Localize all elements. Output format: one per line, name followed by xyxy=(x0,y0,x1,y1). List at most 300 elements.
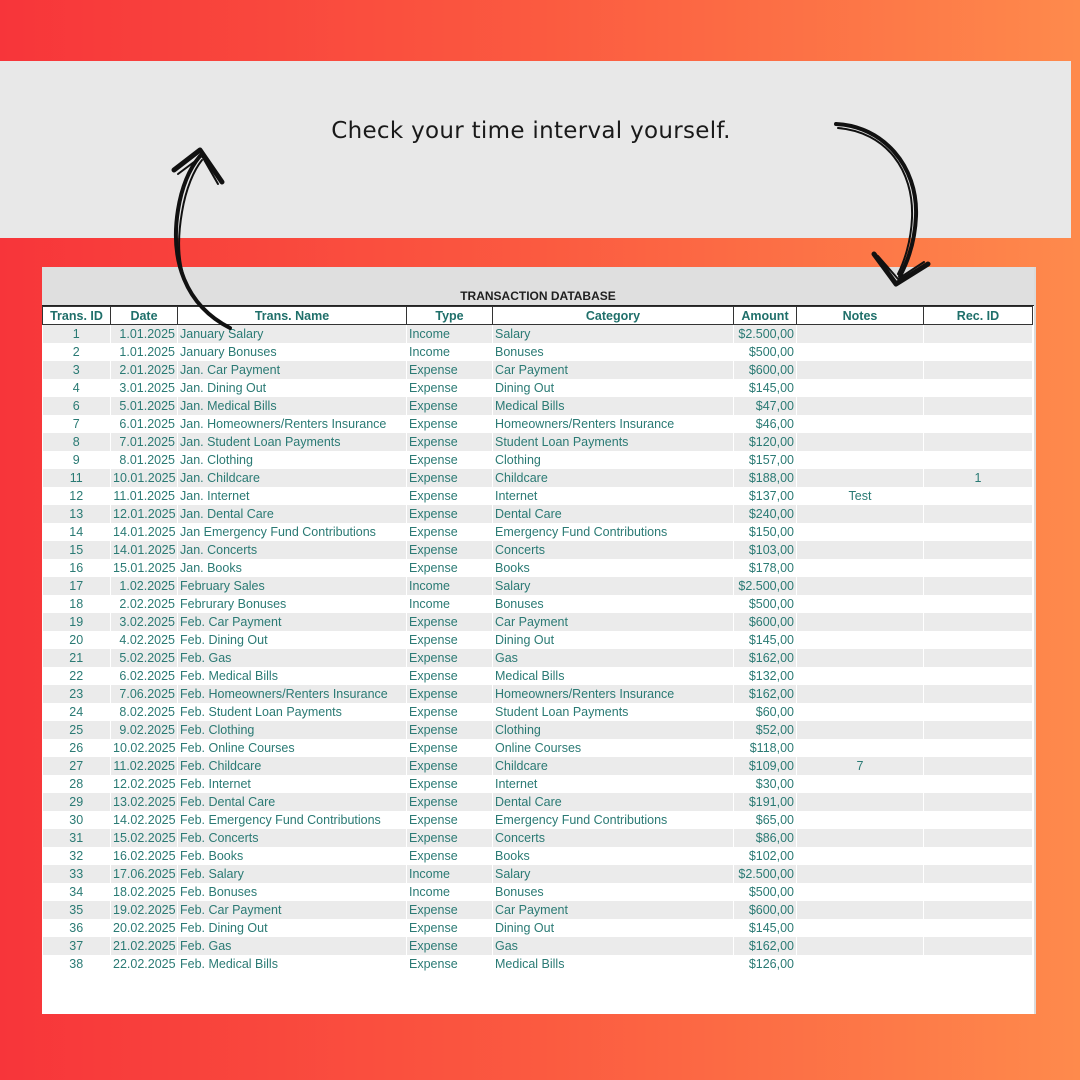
cell-trans-name[interactable]: Jan. Dental Care xyxy=(178,505,407,523)
cell-type[interactable]: Expense xyxy=(407,829,493,847)
table-row[interactable] xyxy=(43,793,1033,811)
table-row[interactable] xyxy=(43,397,1033,415)
cell-category[interactable]: Medical Bills xyxy=(493,667,734,685)
cell-category[interactable]: Salary xyxy=(493,577,734,595)
cell-trans-name[interactable]: Feb. Medical Bills xyxy=(178,955,407,973)
cell-trans-name[interactable]: January Bonuses xyxy=(178,343,407,361)
cell-notes[interactable] xyxy=(797,577,924,595)
cell-trans-id[interactable]: 11 xyxy=(43,469,111,487)
cell-trans-name[interactable]: Jan. Concerts xyxy=(178,541,407,559)
cell-type[interactable]: Expense xyxy=(407,811,493,829)
cell-trans-name[interactable]: Jan. Books xyxy=(178,559,407,577)
cell-type[interactable]: Expense xyxy=(407,505,493,523)
cell-type[interactable]: Expense xyxy=(407,469,493,487)
cell-type[interactable]: Income xyxy=(407,343,493,361)
cell-rec-id[interactable] xyxy=(924,919,1033,937)
cell-type[interactable]: Expense xyxy=(407,649,493,667)
table-row[interactable] xyxy=(43,757,1033,775)
table-row[interactable] xyxy=(43,559,1033,577)
table-row[interactable] xyxy=(43,343,1033,361)
cell-trans-name[interactable]: Feb. Salary xyxy=(178,865,407,883)
table-row[interactable] xyxy=(43,937,1033,955)
cell-type[interactable]: Expense xyxy=(407,685,493,703)
cell-amount[interactable]: $500,00 xyxy=(734,343,797,361)
cell-notes[interactable] xyxy=(797,469,924,487)
cell-amount[interactable]: $46,00 xyxy=(734,415,797,433)
cell-trans-id[interactable]: 18 xyxy=(43,595,111,613)
cell-trans-name[interactable]: Jan Emergency Fund Contributions xyxy=(178,523,407,541)
cell-trans-name[interactable]: Feb. Homeowners/Renters Insurance xyxy=(178,685,407,703)
cell-date[interactable]: 1.02.2025 xyxy=(111,577,178,595)
cell-notes[interactable] xyxy=(797,829,924,847)
table-row[interactable] xyxy=(43,901,1033,919)
cell-trans-name[interactable]: Feb. Books xyxy=(178,847,407,865)
cell-category[interactable]: Clothing xyxy=(493,721,734,739)
column-header-category[interactable]: Category xyxy=(493,307,734,325)
cell-amount[interactable]: $240,00 xyxy=(734,505,797,523)
cell-trans-id[interactable]: 4 xyxy=(43,379,111,397)
cell-category[interactable]: Books xyxy=(493,847,734,865)
cell-date[interactable]: 17.06.2025 xyxy=(111,865,178,883)
cell-rec-id[interactable] xyxy=(924,703,1033,721)
cell-trans-name[interactable]: Jan. Childcare xyxy=(178,469,407,487)
cell-amount[interactable]: $60,00 xyxy=(734,703,797,721)
cell-category[interactable]: Medical Bills xyxy=(493,955,734,973)
cell-rec-id[interactable] xyxy=(924,955,1033,973)
cell-category[interactable]: Internet xyxy=(493,775,734,793)
cell-rec-id[interactable] xyxy=(924,613,1033,631)
cell-amount[interactable]: $103,00 xyxy=(734,541,797,559)
cell-notes[interactable] xyxy=(797,883,924,901)
cell-trans-id[interactable]: 29 xyxy=(43,793,111,811)
cell-date[interactable]: 7.06.2025 xyxy=(111,685,178,703)
cell-amount[interactable]: $600,00 xyxy=(734,901,797,919)
cell-category[interactable]: Childcare xyxy=(493,469,734,487)
column-header-trans-name[interactable]: Trans. Name xyxy=(178,307,407,325)
cell-trans-id[interactable]: 37 xyxy=(43,937,111,955)
cell-rec-id[interactable] xyxy=(924,595,1033,613)
cell-rec-id[interactable] xyxy=(924,523,1033,541)
cell-trans-name[interactable]: Feb. Online Courses xyxy=(178,739,407,757)
cell-type[interactable]: Expense xyxy=(407,847,493,865)
cell-amount[interactable]: $157,00 xyxy=(734,451,797,469)
cell-type[interactable]: Expense xyxy=(407,667,493,685)
cell-category[interactable]: Concerts xyxy=(493,829,734,847)
cell-notes[interactable] xyxy=(797,397,924,415)
cell-rec-id[interactable] xyxy=(924,811,1033,829)
cell-category[interactable]: Car Payment xyxy=(493,901,734,919)
table-row[interactable] xyxy=(43,649,1033,667)
cell-rec-id[interactable] xyxy=(924,775,1033,793)
cell-trans-name[interactable]: Jan. Internet xyxy=(178,487,407,505)
cell-notes[interactable] xyxy=(797,667,924,685)
cell-category[interactable]: Homeowners/Renters Insurance xyxy=(493,415,734,433)
cell-trans-name[interactable]: Feb. Gas xyxy=(178,937,407,955)
cell-category[interactable]: Student Loan Payments xyxy=(493,703,734,721)
cell-category[interactable]: Salary xyxy=(493,325,734,344)
cell-type[interactable]: Expense xyxy=(407,631,493,649)
table-row[interactable] xyxy=(43,703,1033,721)
table-row[interactable] xyxy=(43,739,1033,757)
cell-amount[interactable]: $145,00 xyxy=(734,379,797,397)
cell-trans-name[interactable]: Jan. Student Loan Payments xyxy=(178,433,407,451)
cell-amount[interactable]: $145,00 xyxy=(734,631,797,649)
cell-trans-name[interactable]: Februrary Bonuses xyxy=(178,595,407,613)
cell-rec-id[interactable] xyxy=(924,847,1033,865)
cell-trans-id[interactable]: 22 xyxy=(43,667,111,685)
cell-amount[interactable]: $2.500,00 xyxy=(734,577,797,595)
cell-trans-id[interactable]: 38 xyxy=(43,955,111,973)
cell-rec-id[interactable] xyxy=(924,433,1033,451)
cell-rec-id[interactable] xyxy=(924,361,1033,379)
cell-date[interactable]: 6.02.2025 xyxy=(111,667,178,685)
cell-notes[interactable] xyxy=(797,541,924,559)
cell-rec-id[interactable] xyxy=(924,631,1033,649)
cell-trans-id[interactable]: 20 xyxy=(43,631,111,649)
cell-rec-id[interactable] xyxy=(924,541,1033,559)
cell-rec-id[interactable] xyxy=(924,685,1033,703)
cell-notes[interactable] xyxy=(797,937,924,955)
cell-rec-id[interactable] xyxy=(924,757,1033,775)
cell-category[interactable]: Dining Out xyxy=(493,631,734,649)
table-row[interactable] xyxy=(43,847,1033,865)
table-row[interactable] xyxy=(43,721,1033,739)
cell-date[interactable]: 8.02.2025 xyxy=(111,703,178,721)
cell-trans-name[interactable]: Jan. Medical Bills xyxy=(178,397,407,415)
cell-date[interactable]: 2.02.2025 xyxy=(111,595,178,613)
cell-notes[interactable]: 7 xyxy=(797,757,924,775)
cell-category[interactable]: Bonuses xyxy=(493,595,734,613)
cell-amount[interactable]: $162,00 xyxy=(734,649,797,667)
cell-type[interactable]: Expense xyxy=(407,955,493,973)
cell-amount[interactable]: $109,00 xyxy=(734,757,797,775)
cell-notes[interactable] xyxy=(797,505,924,523)
cell-amount[interactable]: $162,00 xyxy=(734,937,797,955)
cell-trans-name[interactable]: Feb. Internet xyxy=(178,775,407,793)
cell-category[interactable]: Bonuses xyxy=(493,343,734,361)
cell-type[interactable]: Expense xyxy=(407,703,493,721)
cell-category[interactable]: Internet xyxy=(493,487,734,505)
cell-amount[interactable]: $132,00 xyxy=(734,667,797,685)
cell-type[interactable]: Income xyxy=(407,577,493,595)
cell-date[interactable]: 14.01.2025 xyxy=(111,523,178,541)
table-row[interactable] xyxy=(43,451,1033,469)
cell-date[interactable]: 10.01.2025 xyxy=(111,469,178,487)
cell-category[interactable]: Emergency Fund Contributions xyxy=(493,523,734,541)
cell-category[interactable]: Gas xyxy=(493,649,734,667)
table-row[interactable] xyxy=(43,505,1033,523)
cell-notes[interactable] xyxy=(797,325,924,344)
table-row[interactable] xyxy=(43,523,1033,541)
cell-notes[interactable] xyxy=(797,631,924,649)
table-row[interactable] xyxy=(43,775,1033,793)
cell-type[interactable]: Expense xyxy=(407,919,493,937)
cell-date[interactable]: 9.02.2025 xyxy=(111,721,178,739)
cell-notes[interactable]: Test xyxy=(797,487,924,505)
cell-date[interactable]: 15.01.2025 xyxy=(111,559,178,577)
cell-amount[interactable]: $178,00 xyxy=(734,559,797,577)
cell-trans-id[interactable]: 34 xyxy=(43,883,111,901)
cell-notes[interactable] xyxy=(797,595,924,613)
cell-trans-name[interactable]: Feb. Car Payment xyxy=(178,901,407,919)
table-row[interactable] xyxy=(43,361,1033,379)
cell-category[interactable]: Clothing xyxy=(493,451,734,469)
cell-trans-name[interactable]: Feb. Gas xyxy=(178,649,407,667)
cell-date[interactable]: 1.01.2025 xyxy=(111,325,178,344)
cell-notes[interactable] xyxy=(797,433,924,451)
cell-trans-id[interactable]: 24 xyxy=(43,703,111,721)
cell-category[interactable]: Dental Care xyxy=(493,793,734,811)
cell-notes[interactable] xyxy=(797,865,924,883)
cell-rec-id[interactable] xyxy=(924,559,1033,577)
cell-rec-id[interactable] xyxy=(924,379,1033,397)
cell-category[interactable]: Medical Bills xyxy=(493,397,734,415)
cell-date[interactable]: 13.02.2025 xyxy=(111,793,178,811)
cell-notes[interactable] xyxy=(797,919,924,937)
cell-trans-id[interactable]: 15 xyxy=(43,541,111,559)
cell-amount[interactable]: $65,00 xyxy=(734,811,797,829)
cell-trans-id[interactable]: 14 xyxy=(43,523,111,541)
cell-trans-id[interactable]: 7 xyxy=(43,415,111,433)
cell-trans-name[interactable]: Feb. Dining Out xyxy=(178,919,407,937)
table-row[interactable] xyxy=(43,415,1033,433)
cell-notes[interactable] xyxy=(797,415,924,433)
cell-rec-id[interactable] xyxy=(924,937,1033,955)
cell-trans-id[interactable]: 8 xyxy=(43,433,111,451)
cell-amount[interactable]: $2.500,00 xyxy=(734,865,797,883)
cell-category[interactable]: Student Loan Payments xyxy=(493,433,734,451)
cell-date[interactable]: 3.01.2025 xyxy=(111,379,178,397)
cell-trans-id[interactable]: 31 xyxy=(43,829,111,847)
cell-date[interactable]: 1.01.2025 xyxy=(111,343,178,361)
cell-rec-id[interactable]: 1 xyxy=(924,469,1033,487)
cell-notes[interactable] xyxy=(797,361,924,379)
cell-date[interactable]: 10.02.2025 xyxy=(111,739,178,757)
cell-date[interactable]: 11.02.2025 xyxy=(111,757,178,775)
cell-type[interactable]: Expense xyxy=(407,487,493,505)
cell-date[interactable]: 2.01.2025 xyxy=(111,361,178,379)
cell-amount[interactable]: $500,00 xyxy=(734,595,797,613)
cell-category[interactable]: Emergency Fund Contributions xyxy=(493,811,734,829)
cell-rec-id[interactable] xyxy=(924,397,1033,415)
cell-type[interactable]: Expense xyxy=(407,361,493,379)
cell-rec-id[interactable] xyxy=(924,721,1033,739)
cell-category[interactable]: Dental Care xyxy=(493,505,734,523)
cell-type[interactable]: Income xyxy=(407,883,493,901)
cell-rec-id[interactable] xyxy=(924,415,1033,433)
cell-amount[interactable]: $191,00 xyxy=(734,793,797,811)
cell-trans-id[interactable]: 16 xyxy=(43,559,111,577)
cell-trans-name[interactable]: Feb. Student Loan Payments xyxy=(178,703,407,721)
cell-date[interactable]: 8.01.2025 xyxy=(111,451,178,469)
cell-type[interactable]: Expense xyxy=(407,739,493,757)
cell-date[interactable]: 18.02.2025 xyxy=(111,883,178,901)
cell-trans-name[interactable]: February Sales xyxy=(178,577,407,595)
cell-notes[interactable] xyxy=(797,955,924,973)
cell-trans-name[interactable]: Feb. Dining Out xyxy=(178,631,407,649)
cell-date[interactable]: 4.02.2025 xyxy=(111,631,178,649)
cell-amount[interactable]: $2.500,00 xyxy=(734,325,797,344)
column-header-rec-id[interactable]: Rec. ID xyxy=(924,307,1033,325)
cell-amount[interactable]: $102,00 xyxy=(734,847,797,865)
cell-notes[interactable] xyxy=(797,811,924,829)
cell-category[interactable]: Dining Out xyxy=(493,379,734,397)
table-row[interactable] xyxy=(43,865,1033,883)
cell-trans-id[interactable]: 9 xyxy=(43,451,111,469)
cell-notes[interactable] xyxy=(797,793,924,811)
table-row[interactable] xyxy=(43,829,1033,847)
cell-type[interactable]: Income xyxy=(407,325,493,344)
cell-type[interactable]: Income xyxy=(407,865,493,883)
cell-category[interactable]: Car Payment xyxy=(493,613,734,631)
table-row[interactable] xyxy=(43,541,1033,559)
cell-amount[interactable]: $86,00 xyxy=(734,829,797,847)
cell-trans-name[interactable]: Feb. Emergency Fund Contributions xyxy=(178,811,407,829)
cell-type[interactable]: Expense xyxy=(407,721,493,739)
cell-amount[interactable]: $30,00 xyxy=(734,775,797,793)
cell-amount[interactable]: $600,00 xyxy=(734,361,797,379)
cell-rec-id[interactable] xyxy=(924,883,1033,901)
cell-type[interactable]: Expense xyxy=(407,937,493,955)
cell-trans-id[interactable]: 25 xyxy=(43,721,111,739)
cell-date[interactable]: 20.02.2025 xyxy=(111,919,178,937)
cell-notes[interactable] xyxy=(797,523,924,541)
cell-rec-id[interactable] xyxy=(924,649,1033,667)
cell-amount[interactable]: $126,00 xyxy=(734,955,797,973)
table-row[interactable] xyxy=(43,667,1033,685)
cell-notes[interactable] xyxy=(797,559,924,577)
cell-trans-id[interactable]: 2 xyxy=(43,343,111,361)
cell-trans-name[interactable]: Feb. Car Payment xyxy=(178,613,407,631)
column-header-trans-id[interactable]: Trans. ID xyxy=(43,307,111,325)
table-row[interactable] xyxy=(43,577,1033,595)
table-row[interactable] xyxy=(43,613,1033,631)
cell-date[interactable]: 12.01.2025 xyxy=(111,505,178,523)
cell-amount[interactable]: $137,00 xyxy=(734,487,797,505)
cell-category[interactable]: Online Courses xyxy=(493,739,734,757)
column-header-date[interactable]: Date xyxy=(111,307,178,325)
cell-amount[interactable]: $118,00 xyxy=(734,739,797,757)
table-row[interactable] xyxy=(43,595,1033,613)
cell-rec-id[interactable] xyxy=(924,667,1033,685)
cell-trans-name[interactable]: Feb. Bonuses xyxy=(178,883,407,901)
cell-trans-id[interactable]: 27 xyxy=(43,757,111,775)
cell-type[interactable]: Expense xyxy=(407,757,493,775)
cell-notes[interactable] xyxy=(797,343,924,361)
cell-trans-name[interactable]: January Salary xyxy=(178,325,407,344)
cell-rec-id[interactable] xyxy=(924,325,1033,344)
cell-date[interactable]: 12.02.2025 xyxy=(111,775,178,793)
cell-rec-id[interactable] xyxy=(924,577,1033,595)
cell-trans-name[interactable]: Feb. Medical Bills xyxy=(178,667,407,685)
cell-trans-id[interactable]: 28 xyxy=(43,775,111,793)
cell-trans-id[interactable]: 36 xyxy=(43,919,111,937)
table-row[interactable] xyxy=(43,919,1033,937)
table-row[interactable] xyxy=(43,883,1033,901)
cell-amount[interactable]: $188,00 xyxy=(734,469,797,487)
cell-trans-id[interactable]: 33 xyxy=(43,865,111,883)
cell-type[interactable]: Expense xyxy=(407,433,493,451)
cell-amount[interactable]: $52,00 xyxy=(734,721,797,739)
cell-date[interactable]: 5.02.2025 xyxy=(111,649,178,667)
cell-trans-name[interactable]: Feb. Dental Care xyxy=(178,793,407,811)
cell-trans-name[interactable]: Feb. Childcare xyxy=(178,757,407,775)
cell-category[interactable]: Dining Out xyxy=(493,919,734,937)
column-header-amount[interactable]: Amount xyxy=(734,307,797,325)
table-row[interactable] xyxy=(43,433,1033,451)
cell-type[interactable]: Expense xyxy=(407,451,493,469)
cell-notes[interactable] xyxy=(797,613,924,631)
cell-type[interactable]: Expense xyxy=(407,397,493,415)
cell-rec-id[interactable] xyxy=(924,451,1033,469)
cell-amount[interactable]: $150,00 xyxy=(734,523,797,541)
cell-type[interactable]: Expense xyxy=(407,415,493,433)
cell-trans-id[interactable]: 19 xyxy=(43,613,111,631)
cell-date[interactable]: 3.02.2025 xyxy=(111,613,178,631)
cell-trans-id[interactable]: 23 xyxy=(43,685,111,703)
cell-type[interactable]: Expense xyxy=(407,775,493,793)
table-row[interactable] xyxy=(43,379,1033,397)
cell-notes[interactable] xyxy=(797,739,924,757)
cell-rec-id[interactable] xyxy=(924,739,1033,757)
table-row[interactable] xyxy=(43,811,1033,829)
cell-category[interactable]: Books xyxy=(493,559,734,577)
cell-category[interactable]: Bonuses xyxy=(493,883,734,901)
cell-trans-id[interactable]: 32 xyxy=(43,847,111,865)
cell-rec-id[interactable] xyxy=(924,487,1033,505)
cell-rec-id[interactable] xyxy=(924,865,1033,883)
cell-amount[interactable]: $145,00 xyxy=(734,919,797,937)
cell-date[interactable]: 21.02.2025 xyxy=(111,937,178,955)
cell-rec-id[interactable] xyxy=(924,505,1033,523)
cell-type[interactable]: Expense xyxy=(407,523,493,541)
cell-type[interactable]: Expense xyxy=(407,379,493,397)
cell-rec-id[interactable] xyxy=(924,829,1033,847)
cell-amount[interactable]: $47,00 xyxy=(734,397,797,415)
cell-amount[interactable]: $162,00 xyxy=(734,685,797,703)
cell-notes[interactable] xyxy=(797,775,924,793)
cell-trans-name[interactable]: Jan. Homeowners/Renters Insurance xyxy=(178,415,407,433)
cell-trans-name[interactable]: Feb. Clothing xyxy=(178,721,407,739)
cell-date[interactable]: 15.02.2025 xyxy=(111,829,178,847)
cell-trans-id[interactable]: 1 xyxy=(43,325,111,344)
cell-trans-name[interactable]: Feb. Concerts xyxy=(178,829,407,847)
cell-amount[interactable]: $500,00 xyxy=(734,883,797,901)
cell-category[interactable]: Gas xyxy=(493,937,734,955)
cell-trans-name[interactable]: Jan. Clothing xyxy=(178,451,407,469)
table-row[interactable] xyxy=(43,469,1033,487)
cell-date[interactable]: 11.01.2025 xyxy=(111,487,178,505)
cell-category[interactable]: Salary xyxy=(493,865,734,883)
cell-amount[interactable]: $600,00 xyxy=(734,613,797,631)
cell-notes[interactable] xyxy=(797,901,924,919)
cell-trans-id[interactable]: 12 xyxy=(43,487,111,505)
cell-trans-id[interactable]: 3 xyxy=(43,361,111,379)
cell-amount[interactable]: $120,00 xyxy=(734,433,797,451)
cell-category[interactable]: Concerts xyxy=(493,541,734,559)
cell-trans-name[interactable]: Jan. Dining Out xyxy=(178,379,407,397)
cell-notes[interactable] xyxy=(797,703,924,721)
cell-trans-id[interactable]: 17 xyxy=(43,577,111,595)
cell-type[interactable]: Income xyxy=(407,595,493,613)
cell-date[interactable]: 5.01.2025 xyxy=(111,397,178,415)
cell-notes[interactable] xyxy=(797,721,924,739)
cell-type[interactable]: Expense xyxy=(407,559,493,577)
cell-trans-id[interactable]: 6 xyxy=(43,397,111,415)
table-row[interactable] xyxy=(43,955,1033,973)
table-row[interactable] xyxy=(43,631,1033,649)
cell-date[interactable]: 14.01.2025 xyxy=(111,541,178,559)
